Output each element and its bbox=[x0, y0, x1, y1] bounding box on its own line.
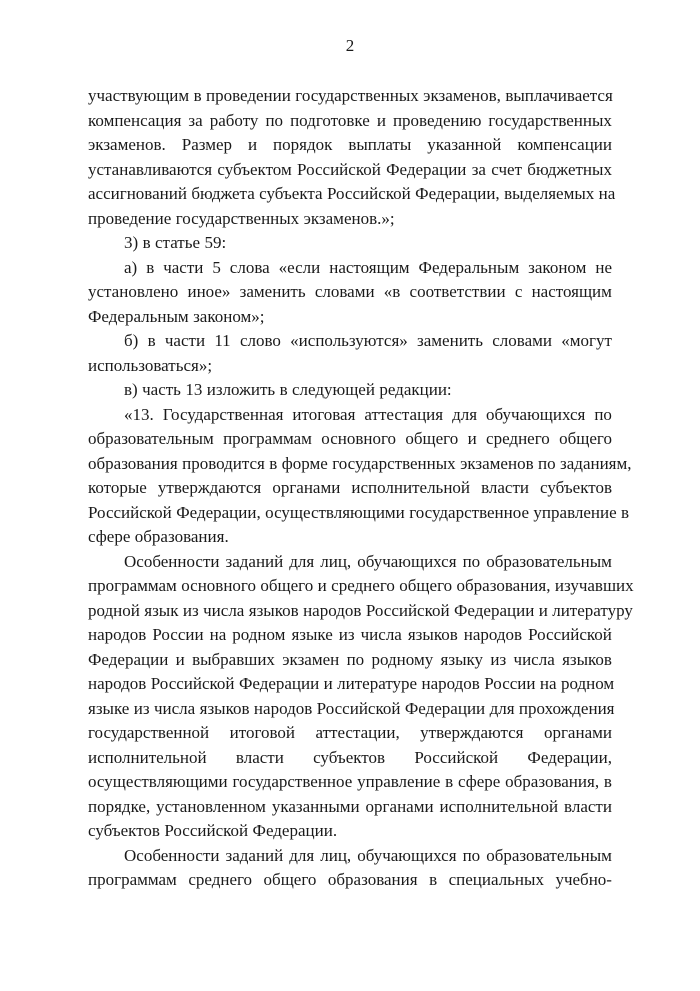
text-line bbox=[88, 844, 612, 869]
text-line bbox=[88, 574, 634, 599]
word: счет bbox=[491, 159, 522, 179]
word: слова bbox=[229, 257, 270, 277]
word: части bbox=[164, 331, 206, 350]
word: иное» bbox=[187, 282, 231, 301]
word: Федеральным bbox=[88, 306, 189, 326]
word: «13. bbox=[124, 404, 154, 424]
word: Федерации bbox=[88, 649, 169, 669]
word: в bbox=[146, 257, 155, 277]
word: и bbox=[323, 674, 333, 693]
word: в bbox=[279, 380, 288, 399]
word: Федерации, bbox=[176, 502, 261, 522]
word: выплаты bbox=[348, 135, 412, 154]
word: государственных bbox=[488, 110, 612, 130]
word: общего bbox=[263, 870, 317, 889]
word: сфере bbox=[457, 772, 501, 791]
word: проведению bbox=[392, 110, 482, 130]
text-line bbox=[88, 770, 612, 795]
word: по bbox=[462, 551, 481, 571]
word: числа bbox=[360, 625, 402, 644]
text-line bbox=[88, 819, 612, 844]
word: государственных bbox=[295, 86, 419, 105]
word: итоговая bbox=[292, 404, 356, 424]
word: Российской bbox=[297, 159, 381, 179]
word: «если bbox=[278, 257, 321, 277]
word: основного bbox=[181, 576, 256, 595]
word: проводится bbox=[182, 453, 265, 473]
word: для bbox=[489, 698, 515, 718]
word: указанными bbox=[271, 796, 360, 816]
word: в bbox=[445, 772, 454, 791]
text-line bbox=[88, 280, 612, 305]
word: изучавших bbox=[554, 576, 634, 595]
word: обучающихся bbox=[357, 845, 457, 865]
word: лиц, bbox=[320, 551, 352, 571]
page-number: 2 bbox=[345, 36, 355, 55]
word: экзамен bbox=[282, 649, 340, 669]
text-line bbox=[88, 182, 616, 207]
word: настоящим bbox=[531, 282, 612, 301]
word: использоваться»; bbox=[88, 355, 213, 375]
word: проведении bbox=[206, 86, 291, 105]
word: субъектов bbox=[540, 478, 612, 497]
word: Федеральным bbox=[418, 257, 520, 277]
word: 3) bbox=[124, 233, 139, 252]
word: из bbox=[182, 600, 199, 620]
word: и bbox=[175, 649, 185, 669]
word: исполнительной bbox=[351, 478, 471, 497]
word: числа bbox=[203, 600, 245, 620]
word: законом bbox=[528, 257, 587, 277]
word: языке bbox=[291, 625, 333, 644]
word: 59: bbox=[204, 233, 227, 252]
word: в bbox=[621, 502, 630, 522]
word: родном bbox=[232, 625, 286, 644]
word: и bbox=[538, 600, 548, 620]
word: для bbox=[289, 551, 315, 571]
word: России bbox=[152, 625, 204, 644]
word: части bbox=[163, 257, 204, 277]
text-line bbox=[88, 697, 615, 722]
word: исполнительной bbox=[439, 796, 559, 816]
word: «могут bbox=[561, 331, 612, 350]
word: общего bbox=[405, 429, 459, 448]
text-line bbox=[88, 256, 612, 281]
word: порядке, bbox=[88, 796, 151, 816]
word: в bbox=[429, 870, 438, 889]
word: соответствии bbox=[409, 282, 506, 301]
word: Российской bbox=[365, 600, 450, 620]
word: на bbox=[539, 674, 557, 693]
word: программам bbox=[223, 429, 312, 448]
word: государственных bbox=[332, 453, 456, 473]
text-line bbox=[88, 207, 612, 232]
word: литературе bbox=[337, 674, 418, 693]
word: словами bbox=[492, 331, 552, 350]
word: родном bbox=[560, 674, 615, 693]
word: с bbox=[514, 282, 523, 301]
text-line bbox=[88, 133, 612, 158]
word: народов bbox=[463, 625, 523, 644]
word: образования bbox=[88, 453, 178, 473]
word: изложить bbox=[206, 380, 276, 399]
word: языков bbox=[562, 649, 612, 669]
word: по bbox=[462, 845, 481, 865]
word: «используются» bbox=[290, 331, 408, 350]
text-line bbox=[88, 648, 612, 673]
word: среднего bbox=[331, 576, 395, 595]
word: аттестация bbox=[364, 404, 444, 424]
text-line bbox=[88, 476, 612, 501]
word: «в bbox=[383, 282, 401, 301]
word: и bbox=[376, 110, 386, 130]
word: заданий bbox=[225, 845, 284, 865]
text-line bbox=[88, 525, 612, 550]
word: языку bbox=[440, 649, 484, 669]
word: Размер bbox=[181, 135, 233, 154]
word: экзаменов, bbox=[423, 86, 501, 105]
word: язык bbox=[144, 600, 179, 620]
text-line bbox=[88, 501, 630, 526]
word: народов bbox=[88, 625, 147, 644]
word: литературу bbox=[552, 600, 633, 620]
word: утверждаются bbox=[157, 478, 262, 497]
word: часть bbox=[142, 380, 181, 399]
text-line bbox=[88, 795, 612, 820]
word: бюджетных bbox=[527, 159, 612, 179]
word: образовательным bbox=[486, 551, 612, 571]
word: числа bbox=[153, 698, 196, 718]
word: для bbox=[452, 404, 478, 424]
word: редакции: bbox=[379, 380, 452, 399]
word: Федерации, bbox=[527, 747, 612, 767]
word: числа bbox=[513, 649, 555, 669]
word: государственное bbox=[232, 772, 353, 791]
word: Федерации bbox=[386, 159, 467, 179]
word: а) bbox=[124, 257, 138, 277]
word: Российской bbox=[326, 184, 411, 203]
word: Особенности bbox=[124, 551, 220, 571]
text-line bbox=[88, 746, 612, 771]
word: заданий bbox=[225, 551, 284, 571]
word: Федерации bbox=[454, 600, 535, 620]
word: работу bbox=[209, 110, 259, 130]
text-line bbox=[88, 403, 612, 428]
word: осуществляющими bbox=[265, 502, 405, 522]
text-line bbox=[88, 84, 612, 109]
word: родному bbox=[371, 649, 434, 669]
word: власти bbox=[564, 796, 612, 816]
text-line bbox=[88, 354, 612, 379]
word: по bbox=[594, 404, 612, 424]
word: для bbox=[289, 845, 315, 865]
text-line bbox=[88, 868, 612, 893]
word: следующей bbox=[292, 380, 375, 399]
word: и bbox=[247, 135, 258, 154]
word: заменить bbox=[417, 331, 483, 350]
word: власти bbox=[235, 747, 284, 767]
word: субъектов bbox=[88, 821, 160, 840]
text-line bbox=[88, 623, 612, 648]
word: органами bbox=[365, 796, 434, 816]
word: в bbox=[147, 331, 156, 350]
word: образования, bbox=[505, 772, 600, 791]
word: участвующим bbox=[88, 86, 190, 105]
word: заданиям, bbox=[560, 453, 632, 473]
word: общего bbox=[399, 576, 453, 595]
word: не bbox=[595, 257, 612, 277]
word: выплачивается bbox=[505, 86, 613, 105]
word: установленном bbox=[156, 796, 266, 816]
word: и bbox=[317, 576, 327, 595]
word: Российской bbox=[164, 821, 249, 840]
word: народов bbox=[303, 600, 362, 620]
word: установлено bbox=[88, 282, 179, 301]
word: в bbox=[269, 453, 278, 473]
word: образования. bbox=[134, 527, 229, 546]
word: проведение bbox=[88, 208, 172, 228]
word: по bbox=[538, 453, 556, 473]
document-body bbox=[88, 84, 634, 893]
word: органами bbox=[272, 478, 341, 497]
word: народов bbox=[421, 674, 480, 693]
word: обучающихся bbox=[357, 551, 457, 571]
word: лиц, bbox=[320, 845, 352, 865]
word: 13 bbox=[185, 380, 203, 399]
text-line bbox=[88, 452, 632, 477]
text-line bbox=[88, 231, 612, 256]
word: подготовке bbox=[290, 110, 370, 130]
word: народов bbox=[88, 674, 147, 693]
word: устанавливаются bbox=[88, 159, 213, 179]
word: осуществляющими bbox=[88, 772, 228, 791]
word: выбравших bbox=[192, 649, 275, 669]
word: России bbox=[484, 674, 536, 693]
word: Федерации bbox=[238, 674, 320, 693]
text-line bbox=[88, 305, 612, 330]
text-line bbox=[88, 427, 612, 452]
word: из bbox=[490, 649, 507, 669]
text-line bbox=[88, 158, 612, 183]
word: утверждаются bbox=[420, 723, 524, 742]
word: законом»; bbox=[193, 306, 265, 326]
word: среднего bbox=[188, 870, 253, 889]
word: родной bbox=[88, 600, 140, 620]
word: учебно- bbox=[555, 870, 612, 889]
word: специальных bbox=[448, 870, 544, 889]
word: из bbox=[133, 698, 150, 718]
word: аттестации, bbox=[315, 723, 400, 742]
word: обучающихся bbox=[485, 404, 586, 424]
word: Российской bbox=[150, 674, 235, 693]
word: власти bbox=[481, 478, 529, 497]
text-line bbox=[88, 329, 612, 354]
word: общего bbox=[559, 429, 612, 448]
word: указанной bbox=[427, 135, 502, 154]
word: за bbox=[188, 110, 203, 130]
word: прохождения bbox=[518, 698, 615, 718]
word: образования, bbox=[456, 576, 551, 595]
word: языке bbox=[88, 698, 130, 718]
word: управление bbox=[533, 502, 617, 522]
word: языков bbox=[407, 625, 458, 644]
text-line bbox=[88, 109, 612, 134]
word: словами bbox=[314, 282, 375, 301]
text-line bbox=[88, 721, 612, 746]
word: ассигнований bbox=[88, 184, 187, 203]
word: экзаменов bbox=[460, 453, 534, 473]
word: программам bbox=[88, 870, 177, 889]
word: Федерации, bbox=[415, 184, 500, 203]
word: которые bbox=[88, 478, 147, 497]
word: в bbox=[193, 86, 202, 105]
word: управление bbox=[357, 772, 441, 791]
word: образовательным bbox=[486, 845, 612, 865]
word: Федерации bbox=[404, 698, 486, 718]
word: статье bbox=[155, 233, 201, 252]
word: за bbox=[471, 159, 486, 179]
word: на bbox=[598, 184, 616, 203]
word: субъектом bbox=[217, 159, 292, 179]
word: Российской bbox=[414, 747, 499, 767]
word: по bbox=[265, 110, 284, 130]
word: образования bbox=[327, 870, 418, 889]
text-line bbox=[88, 672, 615, 697]
word: сфере bbox=[88, 527, 131, 546]
text-line bbox=[88, 550, 612, 575]
word: заменить bbox=[239, 282, 306, 301]
word: 11 bbox=[214, 331, 231, 350]
word: бюджета bbox=[191, 184, 255, 203]
word: компенсации bbox=[517, 135, 612, 154]
word: образовательным bbox=[88, 429, 214, 448]
word: субъектов bbox=[313, 747, 386, 767]
word: настоящим bbox=[329, 257, 410, 277]
word: из bbox=[338, 625, 355, 644]
text-line bbox=[88, 378, 612, 403]
word: 5 bbox=[212, 257, 221, 277]
word: языков bbox=[199, 698, 250, 718]
word: государственное bbox=[409, 502, 530, 522]
word: форме bbox=[281, 453, 328, 473]
word: на bbox=[209, 625, 227, 644]
word: и bbox=[467, 429, 477, 448]
word: в) bbox=[124, 380, 138, 399]
word: Российской bbox=[316, 698, 401, 718]
word: среднего bbox=[486, 429, 550, 448]
word: исполнительной bbox=[88, 747, 207, 767]
word: государственной bbox=[88, 723, 210, 742]
word: Федерации. bbox=[252, 821, 338, 840]
word: экзаменов. bbox=[88, 135, 166, 154]
word: основного bbox=[321, 429, 397, 448]
word: выделяемых bbox=[504, 184, 595, 203]
word: в bbox=[603, 772, 612, 791]
word: б) bbox=[124, 331, 139, 350]
word: общего bbox=[260, 576, 314, 595]
word: органами bbox=[543, 723, 612, 742]
word: слово bbox=[239, 331, 281, 350]
word: языков bbox=[248, 600, 299, 620]
word: государственных bbox=[175, 208, 300, 228]
word: субъекта bbox=[259, 184, 323, 203]
word: Особенности bbox=[124, 845, 220, 865]
word: программам bbox=[88, 576, 177, 595]
word: Российской bbox=[88, 502, 172, 522]
word: Государственная bbox=[162, 404, 284, 424]
word: экзаменов.»; bbox=[303, 208, 395, 228]
word: народов bbox=[253, 698, 313, 718]
text-line bbox=[88, 599, 633, 624]
word: Российской bbox=[528, 625, 612, 644]
word: по bbox=[346, 649, 365, 669]
word: итоговой bbox=[229, 723, 296, 742]
word: компенсация bbox=[88, 110, 182, 130]
word: в bbox=[142, 233, 151, 252]
word: порядок bbox=[273, 135, 333, 154]
